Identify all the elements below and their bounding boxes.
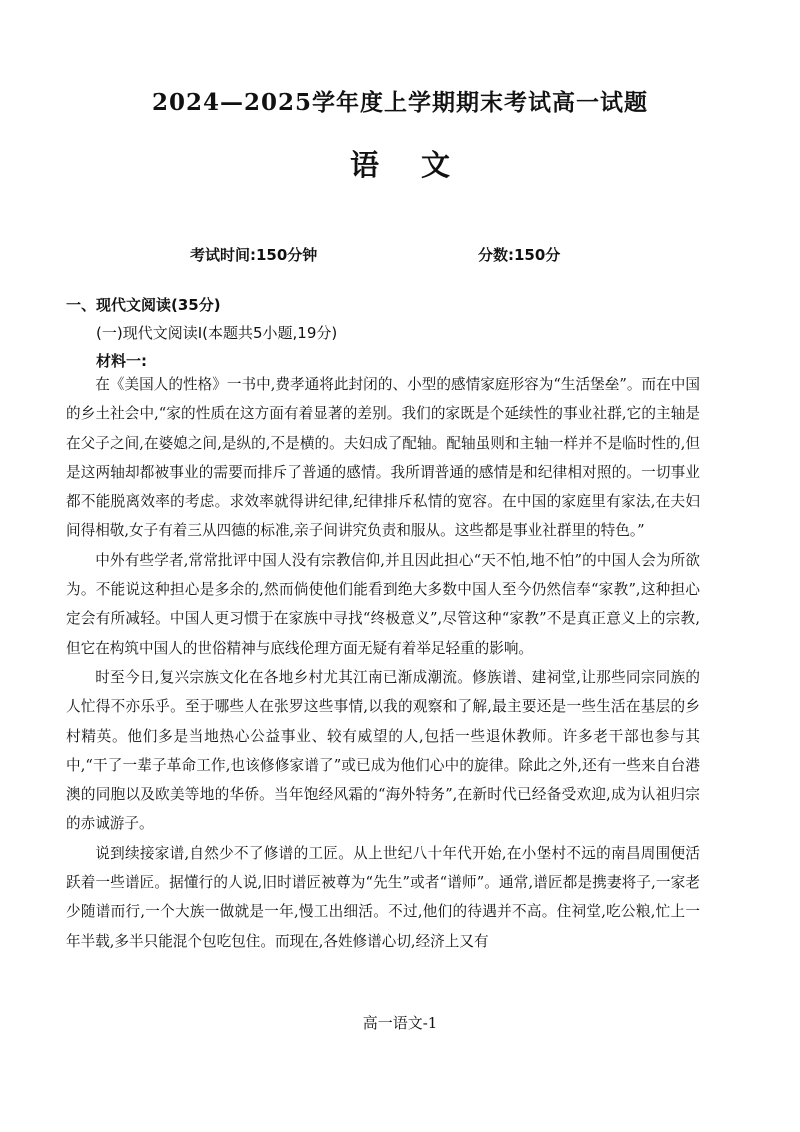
passage-paragraph-1: 在《美国人的性格》一书中,费孝通将此封闭的、小型的感情家庭形容为“生活堡垒”。而在中国的乡土社会中,“家的性质在这方面有着显著的差别。我们的家既是个延续性的事业社群,它的主轴是在父子之间,在婆媳之间,是纵的,不是横的。夫妇成了配轴。配轴虽则和主轴一样并不是临时性的,但是这两轴却都被事业的需要而排斥了普通的感情。我所谓普通的感情是和纪律相对照的。一切事业都不能脱离效率的考虑。求效率就得讲纪律,纪律排斥私情的宽容。在中国的家庭里有家法,在夫妇间得相敬,女子有着三从四德的标准,亲子间讲究负责和服从。这些都是事业社群里的特色。” xyxy=(66,376,700,540)
passage-paragraph-4: 说到续接家谱,自然少不了修谱的工匠。从上世纪八十年代开始,在小堡村不远的南昌周围便活跃着一些谱匠。据懂行的人说,旧时谱匠被尊为“先生”或者“谱师”。通常,谱匠都是携妻将子,一家老少随谱而行,一个大族一做就是一年,慢工出细活。不过,他们的待遇并不高。住祠堂,吃公粮,忙上一年半载,多半只能混个包吃包住。而现在,各姓修谱心切,经济上又有 xyxy=(66,844,700,950)
exam-time: 考试时间:150分钟 xyxy=(190,246,318,264)
material-label: 材料一: xyxy=(96,352,147,370)
section-heading: 一、现代文阅读(35分) xyxy=(66,296,221,314)
passage-paragraph-2: 中外有些学者,常常批评中国人没有宗教信仰,并且因此担心“天不怕,地不怕”的中国人会为所欲为。不能说这种担心是多余的,然而倘使他们能看到绝大多数中国人至今仍然信奉“家教”,这种担心定会有所减轻。中国人更习惯于在家族中寻找“终极意义”,尽管这种“家教”不是真正意义上的宗教,但它在构筑中国人的世俗精神与底线伦理方面无疑有着举足轻重的影响。 xyxy=(66,551,700,657)
exam-score: 分数:150分 xyxy=(478,246,561,264)
passage-paragraph-3: 时至今日,复兴宗族文化在各地乡村尤其江南已渐成潮流。修族谱、建祠堂,让那些同宗同族的人忙得不亦乐乎。至于哪些人在张罗这些事情,以我的观察和了解,最主要还是一些生活在基层的乡村精英。他们多是当地热心公益事业、较有威望的人,包括一些退休教师。许多老干部也参与其中,“干了一辈子革命工作,也该修修家谱了”或已成为他们心中的旋律。除此之外,还有一些来自台港澳的同胞以及欧美等地的华侨。当年饱经风霜的“海外特务”,在新时代已经备受欢迎,成为认祖归宗的赤诚游子。 xyxy=(66,668,700,833)
reading-passage xyxy=(66,370,700,956)
page-footer: 高一语文-1 xyxy=(362,1014,438,1032)
exam-title: 2024—2025学年度上学期期末考试高一试题 xyxy=(151,89,649,116)
subject-title: 语文 xyxy=(349,148,492,182)
subsection-heading: (一)现代文阅读I(本题共5小题,19分) xyxy=(96,324,338,342)
